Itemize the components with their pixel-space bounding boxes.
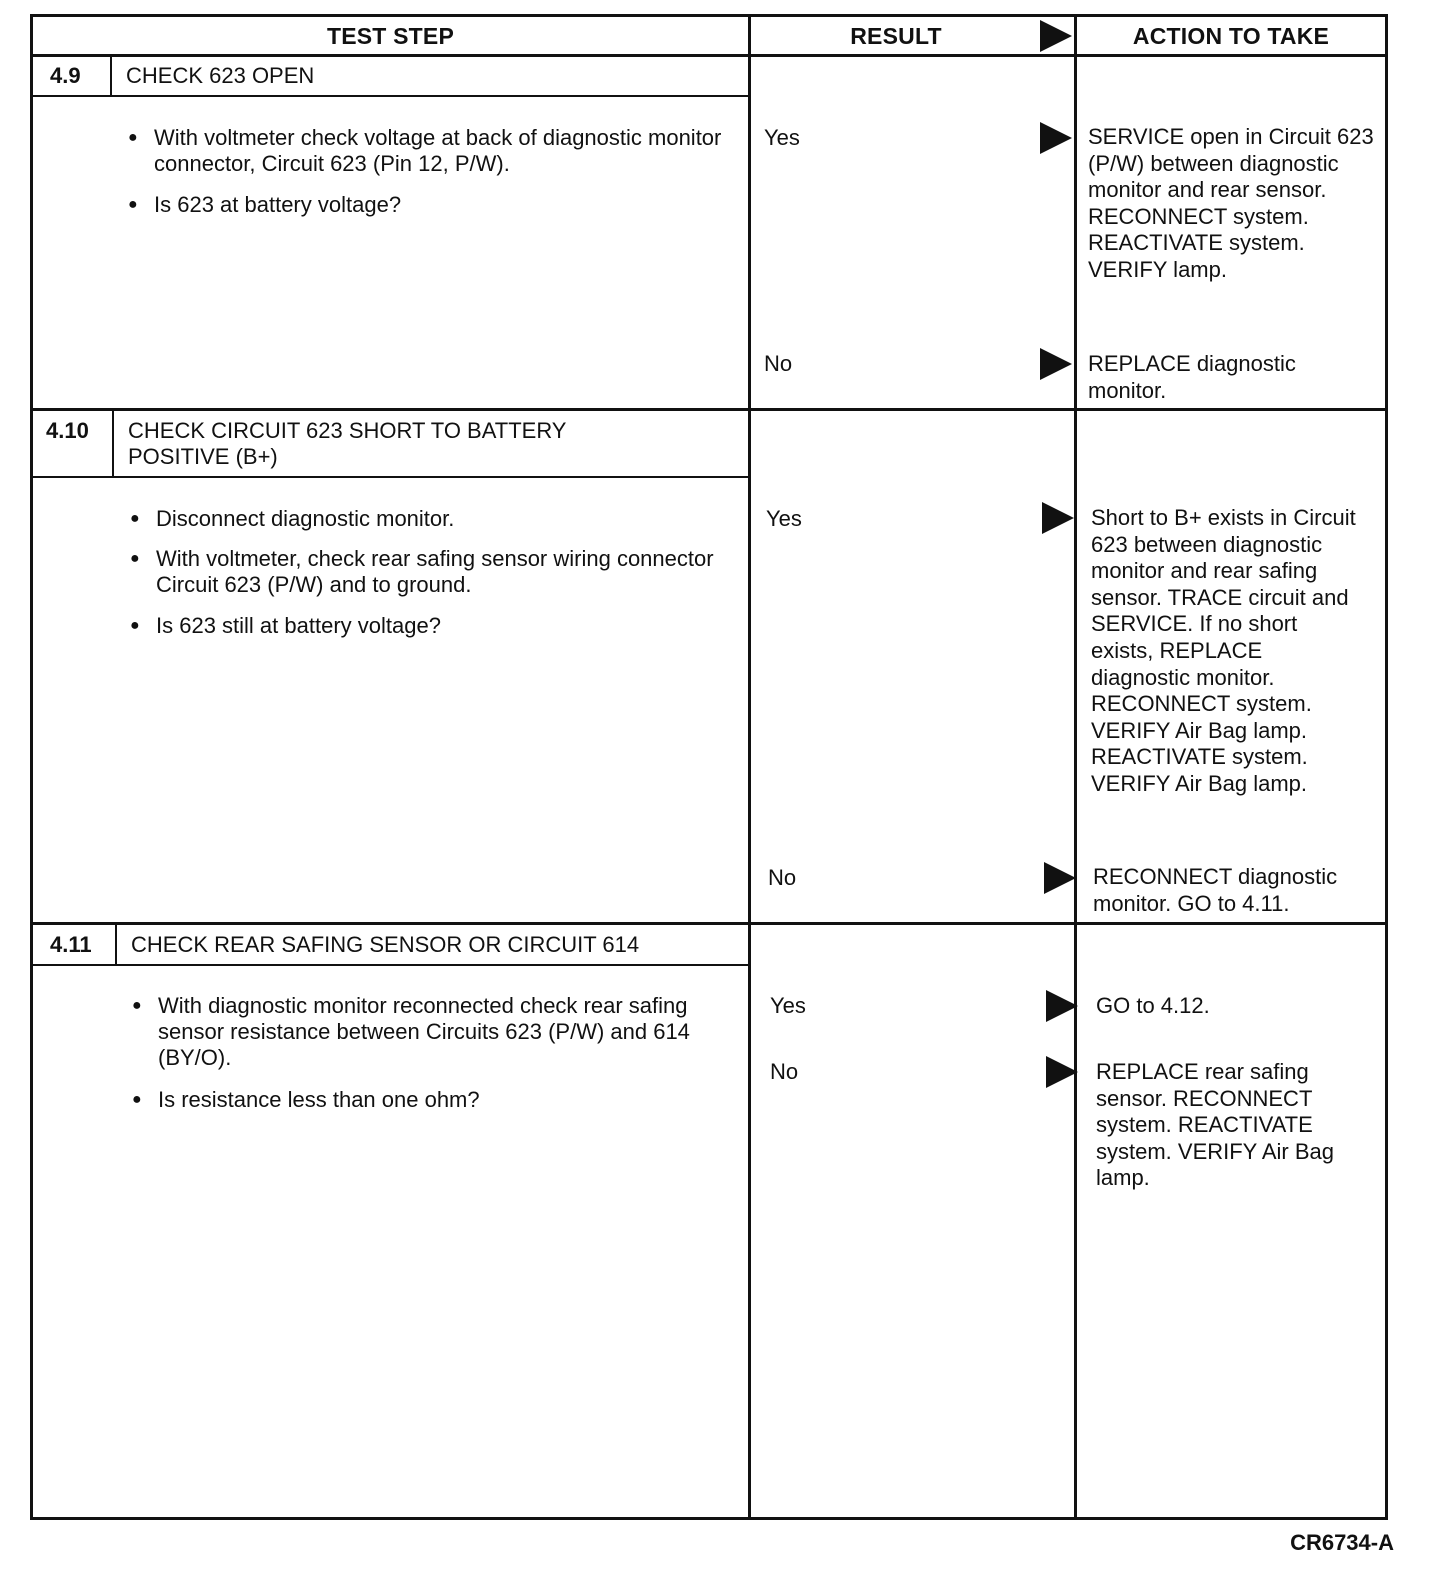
action-yes: GO to 4.12. [1096, 993, 1210, 1018]
result-arrow-icon [1046, 1056, 1078, 1088]
result-yes: Yes [770, 993, 806, 1018]
step-bullet: ● With voltmeter, check rear safing sensor wiring connector Circuit 623 (P/W) and to ground. [130, 546, 716, 598]
step-title: CHECK 623 OPEN [126, 63, 315, 88]
step-bullet: ● With diagnostic monitor reconnected check rear safing sensor resistance between Circuits 623 (P/W) and 614 (BY/O). [132, 993, 748, 1071]
step-divider-4-11 [30, 922, 1388, 925]
step-divider-4-10 [30, 408, 1388, 411]
result-no: No [768, 865, 797, 890]
action-no: RECONNECT diagnostic monitor. GO to 4.11. [1093, 864, 1338, 916]
figure-id: CR6734-A [1290, 1530, 1394, 1555]
step-number: 4.9 [50, 63, 81, 88]
result-arrow-icon [1040, 348, 1072, 380]
step-title-underline [33, 476, 748, 478]
result-arrow-icon [1042, 502, 1074, 534]
action-no: REPLACE rear safing sensor. RECONNECT system. REACTIVATE system. VERIFY Air Bag lamp. [1096, 1059, 1335, 1191]
header-result: RESULT [850, 23, 942, 49]
step-bullet: ● Disconnect diagnostic monitor. [130, 506, 716, 532]
result-no: No [770, 1059, 799, 1084]
step-number-box-divider [115, 925, 117, 965]
step-number-box-divider [110, 56, 112, 96]
header-test-step: TEST STEP [326, 23, 455, 49]
header-arrow-icon [1040, 20, 1072, 52]
step-bullet: ● With voltmeter check voltage at back of diagnostic monitor connector, Circuit 623 (Pin 12, P/W). [128, 125, 754, 177]
result-arrow-icon [1040, 122, 1072, 154]
result-arrow-icon [1044, 862, 1076, 894]
header-divider [30, 54, 1388, 57]
step-title-underline [33, 964, 748, 966]
step-title: CHECK REAR SAFING SENSOR OR CIRCUIT 614 [131, 932, 640, 957]
result-no: No [764, 351, 793, 376]
step-title-underline [33, 95, 748, 97]
result-arrow-icon [1046, 990, 1078, 1022]
action-yes: Short to B+ exists in Circuit 623 between diagnostic monitor and rear safing sensor. TRACE circuit and SERVICE. If no short exists, REPLACE diagnostic monitor. RECONNECT system. VERIFY Air Bag lamp. REACTIVATE system. VERIFY Air Bag lamp. [1091, 505, 1356, 796]
result-yes: Yes [764, 125, 800, 150]
result-yes: Yes [766, 506, 802, 531]
column-divider-result [748, 14, 751, 1520]
step-number-box-divider [112, 411, 114, 477]
step-title: CHECK CIRCUIT 623 SHORT TO BATTERY POSITIVE (B+) [128, 418, 567, 469]
step-number: 4.10 [46, 418, 89, 443]
action-yes: SERVICE open in Circuit 623 (P/W) between diagnostic monitor and rear sensor. RECONNECT system. REACTIVATE system. VERIFY lamp. [1088, 124, 1374, 282]
action-no: REPLACE diagnostic monitor. [1088, 351, 1296, 403]
step-number: 4.11 [50, 932, 92, 957]
step-bullet: ● Is 623 still at battery voltage? [130, 613, 716, 639]
header-action: ACTION TO TAKE [1132, 23, 1330, 49]
step-bullet: ● Is resistance less than one ohm? [132, 1087, 748, 1113]
step-bullet: ● Is 623 at battery voltage? [128, 192, 754, 218]
column-divider-action [1074, 14, 1077, 1520]
